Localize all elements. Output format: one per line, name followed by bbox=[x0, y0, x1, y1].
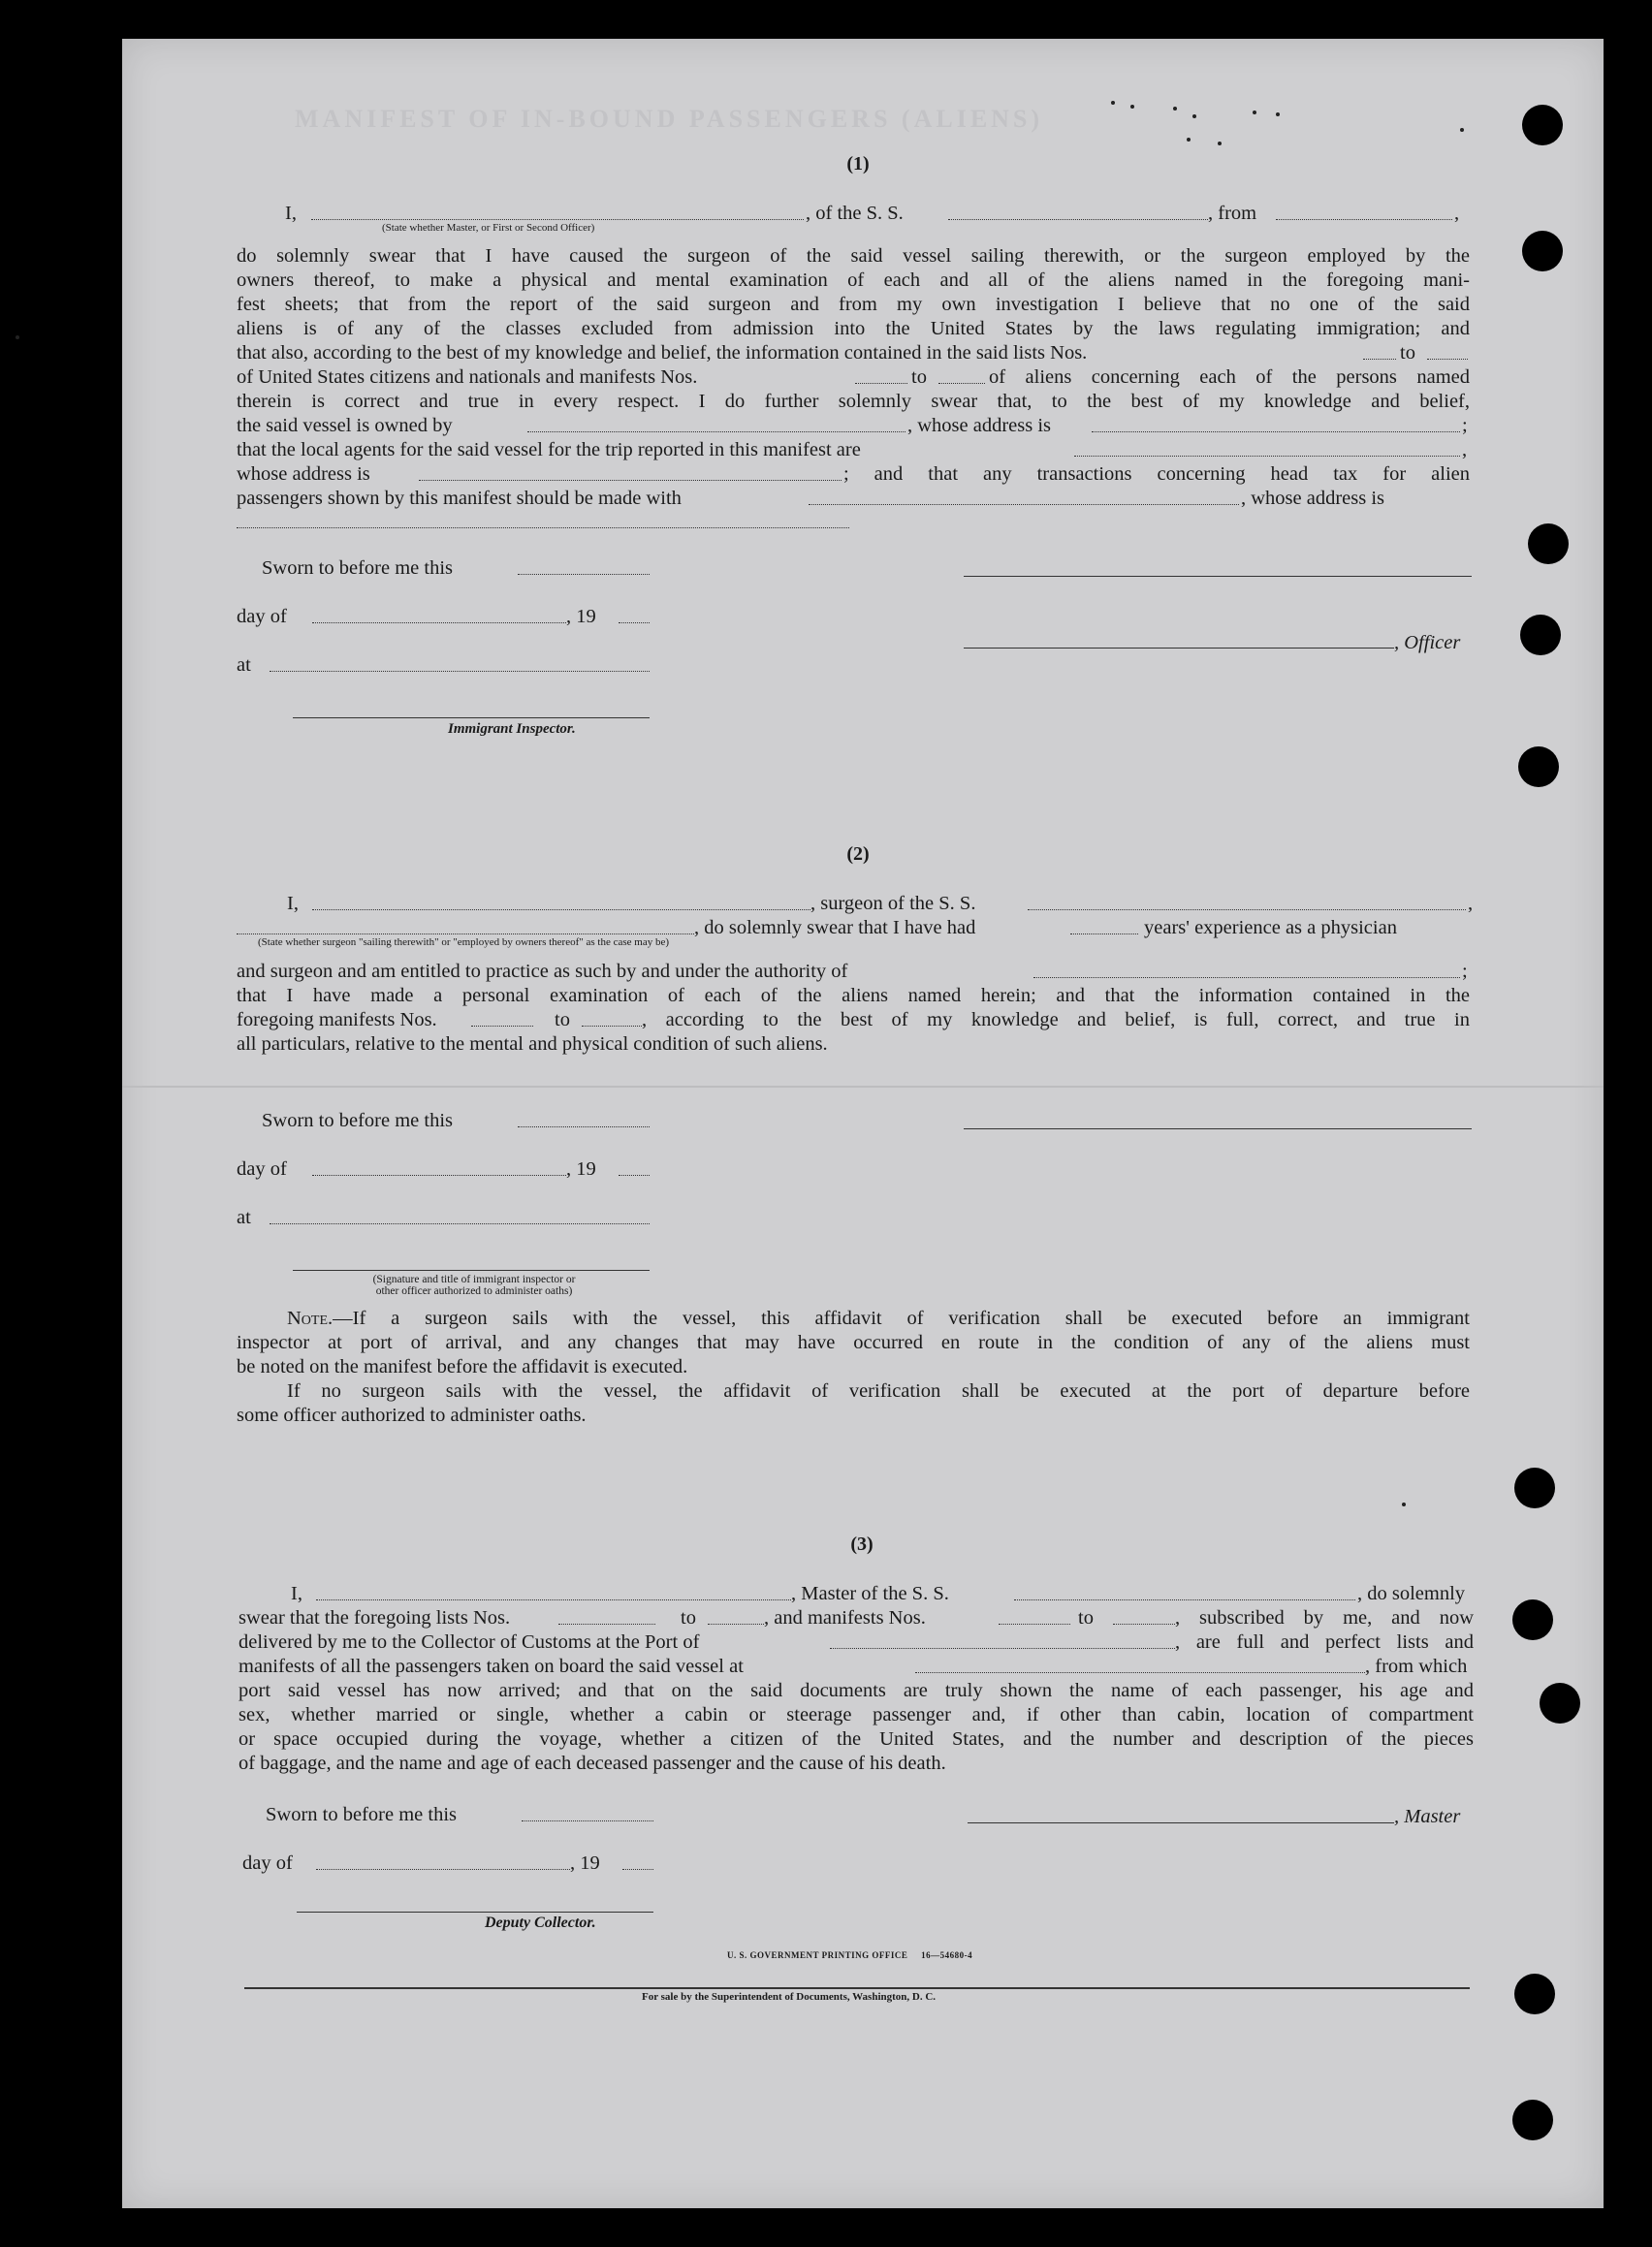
s3-line-2b: , and manifests Nos. bbox=[764, 1607, 926, 1629]
head-tax-address-field[interactable] bbox=[237, 527, 849, 528]
s1-line-6a: of United States citizens and nationals and manifests Nos. bbox=[237, 366, 698, 388]
note-line-5: some officer authorized to administer oaths. bbox=[237, 1405, 587, 1426]
punch-hole bbox=[1512, 2100, 1553, 2140]
note-line-3: be noted on the manifest before the affidavit is executed. bbox=[237, 1356, 688, 1377]
deputy-label: Deputy Collector. bbox=[485, 1915, 596, 1931]
s3-line-8: of baggage, and the name and age of each deceased passenger and the cause of his death. bbox=[238, 1753, 946, 1774]
ink-speck bbox=[1460, 128, 1464, 132]
s1-of-ss: , of the S. S. bbox=[806, 203, 904, 224]
s1-line-11b: , whose address is bbox=[1241, 488, 1385, 509]
section-1-number: (1) bbox=[846, 153, 870, 174]
punch-hole bbox=[1522, 231, 1563, 271]
s3-line-3b: , are full and perfect lists and bbox=[1175, 1631, 1474, 1653]
s1-line-10a: whose address is bbox=[237, 463, 370, 485]
s3-body-line-5: port said vessel has now arrived; and that on the said documents are truly shown the name of each passenger, his age and bbox=[238, 1680, 1474, 1701]
footer-rule bbox=[244, 1987, 1470, 1989]
agents-address-field[interactable] bbox=[419, 480, 842, 481]
note-line-1-text: —If a surgeon sails with the vessel, this affidavit of verification shall be executed before an immigrant bbox=[333, 1308, 1470, 1329]
s1-sworn-day-field[interactable] bbox=[518, 574, 650, 575]
punch-hole bbox=[1520, 615, 1561, 655]
note-label: Note. bbox=[287, 1308, 334, 1329]
s3-i: I, bbox=[291, 1583, 302, 1604]
s2-year-field[interactable] bbox=[619, 1175, 650, 1176]
s2-comma: , bbox=[1468, 893, 1474, 914]
inspector-signature-line[interactable] bbox=[293, 717, 650, 718]
s1-body-line-4: aliens is of any of the classes excluded from admission into the United States by the laws regulating immigration; and bbox=[237, 318, 1470, 339]
faded-header: MANIFEST OF IN-BOUND PASSENGERS (ALIENS) bbox=[295, 105, 1044, 133]
s1-year-label: , 19 bbox=[566, 606, 596, 627]
s2-line-6: all particulars, relative to the mental and physical condition of such aliens. bbox=[237, 1033, 828, 1055]
s3-year-label: , 19 bbox=[570, 1852, 600, 1874]
s1-signature-line[interactable] bbox=[964, 576, 1472, 577]
owner-field[interactable] bbox=[527, 431, 905, 432]
s3-sworn-label: Sworn to before me this bbox=[266, 1804, 457, 1825]
head-tax-party-field[interactable] bbox=[809, 504, 1239, 505]
s1-year-field[interactable] bbox=[619, 622, 650, 623]
s3-lists-from-field[interactable] bbox=[558, 1624, 655, 1625]
s1-body-line-3: fest sheets; that from the report of the said surgeon and from my own investigation I believe that no one of the said bbox=[237, 294, 1470, 315]
s1-body-line-1: do solemnly swear that I have caused the surgeon of the said vessel sailing therewith, or the surgeon employed by the bbox=[237, 245, 1470, 267]
punch-hole bbox=[1514, 1974, 1555, 2014]
s1-month-field[interactable] bbox=[312, 622, 566, 623]
s3-solemnly: , do solemnly bbox=[1357, 1583, 1466, 1604]
collector-port-field[interactable] bbox=[830, 1648, 1175, 1649]
s2-signature-caption bbox=[306, 1274, 642, 1297]
s3-body-line-6: sex, whether married or single, whether a cabin or steerage passenger and, if other than cabin, location of compartment bbox=[238, 1704, 1474, 1725]
s1-line-7: therein is correct and true in every respect. I do further solemnly swear that, to the best of my knowledge and belief, bbox=[237, 391, 1470, 412]
punch-hole bbox=[1514, 1468, 1555, 1508]
s2-line-2a: , do solemnly swear that I have had bbox=[694, 917, 976, 938]
punch-hole bbox=[1522, 105, 1563, 145]
surgeon-status-caption: (State whether surgeon "sailing therewith" or "employed by owners thereof" as the case may be) bbox=[258, 936, 670, 948]
s2-i: I, bbox=[287, 893, 299, 914]
s2-sworn-day-field[interactable] bbox=[518, 1126, 650, 1127]
sig-caption-line-2: other officer authorized to administer oaths) bbox=[375, 1285, 573, 1297]
s1-line-5: that also, according to the best of my knowledge and belief, the information contained in the said lists Nos. bbox=[237, 342, 1088, 364]
s2-line-5a: foregoing manifests Nos. bbox=[237, 1009, 437, 1030]
manifests-to-field[interactable] bbox=[938, 383, 985, 384]
master-name-field[interactable] bbox=[316, 1599, 791, 1600]
master-signature-line[interactable] bbox=[968, 1822, 1394, 1823]
ink-speck bbox=[1187, 138, 1191, 142]
s1-line-8a: the said vessel is owned by bbox=[237, 415, 453, 436]
ink-speck bbox=[1173, 107, 1177, 111]
s2-dayof-label: day of bbox=[237, 1158, 287, 1180]
s2-surgeon-of: , surgeon of the S. S. bbox=[810, 893, 976, 914]
punch-hole bbox=[1528, 523, 1569, 564]
s2-vessel-field[interactable] bbox=[1028, 909, 1466, 910]
s2-manifests-to-field[interactable] bbox=[582, 1026, 642, 1027]
s3-manifests-from-field[interactable] bbox=[999, 1624, 1070, 1625]
s3-manifests-to-field[interactable] bbox=[1113, 1624, 1175, 1625]
s3-sworn-day-field[interactable] bbox=[522, 1820, 653, 1821]
s3-master-of: , Master of the S. S. bbox=[791, 1583, 949, 1604]
scanner-speck bbox=[16, 335, 19, 339]
s2-place-field[interactable] bbox=[270, 1223, 650, 1224]
manifests-from-field[interactable] bbox=[855, 383, 907, 384]
vessel-name-field[interactable] bbox=[948, 219, 1208, 220]
s1-body-line-2: owners thereof, to make a physical and mental examination of each and all of the aliens named in the foregoing mani- bbox=[237, 269, 1470, 291]
printing-office-imprint: U. S. GOVERNMENT PRINTING OFFICE 16—54680-4 bbox=[727, 1950, 973, 1960]
ink-speck bbox=[1276, 112, 1280, 116]
s3-line-2c: , subscribed by me, and now bbox=[1175, 1607, 1474, 1629]
ink-speck bbox=[1253, 111, 1256, 114]
s3-to-1: to bbox=[681, 1607, 696, 1629]
s3-to-2: to bbox=[1078, 1607, 1094, 1629]
local-agents-field[interactable] bbox=[1074, 456, 1460, 457]
s2-manifests-from-field[interactable] bbox=[471, 1026, 533, 1027]
s1-comma: , bbox=[1454, 203, 1460, 224]
s2-year-label: , 19 bbox=[566, 1158, 596, 1180]
form-sheet bbox=[122, 39, 1604, 2208]
s1-to-1: to bbox=[1400, 342, 1415, 364]
inspector-label: Immigrant Inspector. bbox=[448, 721, 576, 737]
s1-line-11a: passengers shown by this manifest should be made with bbox=[237, 488, 682, 509]
embarkation-port-field[interactable] bbox=[915, 1672, 1365, 1673]
ink-speck bbox=[1402, 1503, 1406, 1506]
s3-dayof-label: day of bbox=[242, 1852, 293, 1874]
paper-fold bbox=[122, 1086, 1604, 1088]
surgeon-name-field[interactable] bbox=[312, 909, 810, 910]
s2-semicolon: ; bbox=[1462, 961, 1468, 982]
s3-vessel-field[interactable] bbox=[1014, 1599, 1355, 1600]
authority-field[interactable] bbox=[1033, 977, 1460, 978]
deputy-signature-line[interactable] bbox=[297, 1912, 653, 1913]
s1-dayof-label: day of bbox=[237, 606, 287, 627]
departure-port-field[interactable] bbox=[1276, 219, 1452, 220]
s1-at-label: at bbox=[237, 654, 251, 676]
s1-from: , from bbox=[1208, 203, 1257, 224]
ink-speck bbox=[1111, 101, 1115, 105]
sale-notice: For sale by the Superintendent of Documents, Washington, D. C. bbox=[642, 1991, 937, 2003]
officer-rank-field[interactable] bbox=[311, 219, 804, 220]
s1-sworn-label: Sworn to before me this bbox=[262, 557, 453, 579]
s2-line-3: and surgeon and am entitled to practice as such by and under the authority of bbox=[237, 961, 848, 982]
s1-i: I, bbox=[285, 203, 297, 224]
s2-sworn-label: Sworn to before me this bbox=[262, 1110, 453, 1131]
ink-speck bbox=[1192, 114, 1196, 118]
ink-speck bbox=[1218, 142, 1222, 145]
s3-body-line-7: or space occupied during the voyage, whether a citizen of the United States, and the number and description of the pieces bbox=[238, 1728, 1474, 1750]
s2-at-label: at bbox=[237, 1207, 251, 1228]
section-3-number: (3) bbox=[850, 1534, 874, 1555]
s2-signature-line[interactable] bbox=[964, 1128, 1472, 1129]
punch-hole bbox=[1540, 1683, 1580, 1724]
s1-place-field[interactable] bbox=[270, 671, 650, 672]
officer-label: , Officer bbox=[1394, 632, 1461, 653]
s2-month-field[interactable] bbox=[312, 1175, 566, 1176]
s2-to: to bbox=[555, 1009, 570, 1030]
rank-field-caption: (State whether Master, or First or Second Officer) bbox=[382, 222, 595, 234]
sig-caption-line-1: (Signature and title of immigrant inspector or bbox=[372, 1274, 576, 1285]
officer-signature-line[interactable] bbox=[964, 648, 1394, 649]
s2-line-5b: , according to the best of my knowledge and belief, is full, correct, and true in bbox=[642, 1009, 1470, 1030]
section-2-number: (2) bbox=[846, 843, 870, 865]
punch-hole bbox=[1512, 1599, 1553, 1640]
s3-line-4b: , from which bbox=[1365, 1656, 1468, 1677]
s1-to-2: to bbox=[911, 366, 927, 388]
s2-line-4: that I have made a personal examination of each of the aliens named herein; and that the information contained in the bbox=[237, 985, 1470, 1006]
master-label: , Master bbox=[1394, 1806, 1461, 1827]
s3-line-2a: swear that the foregoing lists Nos. bbox=[238, 1607, 511, 1629]
punch-hole bbox=[1518, 746, 1559, 787]
s3-lists-to-field[interactable] bbox=[708, 1624, 764, 1625]
s3-month-field[interactable] bbox=[316, 1869, 570, 1870]
s1-line-9: that the local agents for the said vessel for the trip reported in this manifest are bbox=[237, 439, 861, 460]
s2-official-signature-line[interactable] bbox=[293, 1270, 650, 1271]
s1-line-8b: , whose address is bbox=[907, 415, 1052, 436]
s1-line-10b: ; and that any transactions concerning head tax for alien bbox=[843, 463, 1470, 485]
s3-line-3a: delivered by me to the Collector of Customs at the Port of bbox=[238, 1631, 700, 1653]
owner-address-field[interactable] bbox=[1092, 431, 1460, 432]
s2-line-2b: years' experience as a physician bbox=[1144, 917, 1397, 938]
lists-to-field[interactable] bbox=[1427, 359, 1468, 360]
s1-semicolon: ; bbox=[1462, 415, 1468, 436]
note-line-2: inspector at port of arrival, and any changes that may have occurred en route in the condition of any of the aliens must bbox=[237, 1332, 1470, 1353]
note-line-1 bbox=[287, 1307, 1470, 1331]
s3-year-field[interactable] bbox=[622, 1869, 653, 1870]
s1-comma-2: , bbox=[1462, 439, 1468, 460]
note-line-4: If no surgeon sails with the vessel, the affidavit of verification shall be executed at the port of departure before bbox=[287, 1380, 1470, 1402]
s3-line-4a: manifests of all the passengers taken on board the said vessel at bbox=[238, 1656, 744, 1677]
s1-line-6b: of aliens concerning each of the persons named bbox=[989, 366, 1470, 388]
ink-speck bbox=[1130, 105, 1134, 109]
lists-from-field[interactable] bbox=[1363, 359, 1396, 360]
